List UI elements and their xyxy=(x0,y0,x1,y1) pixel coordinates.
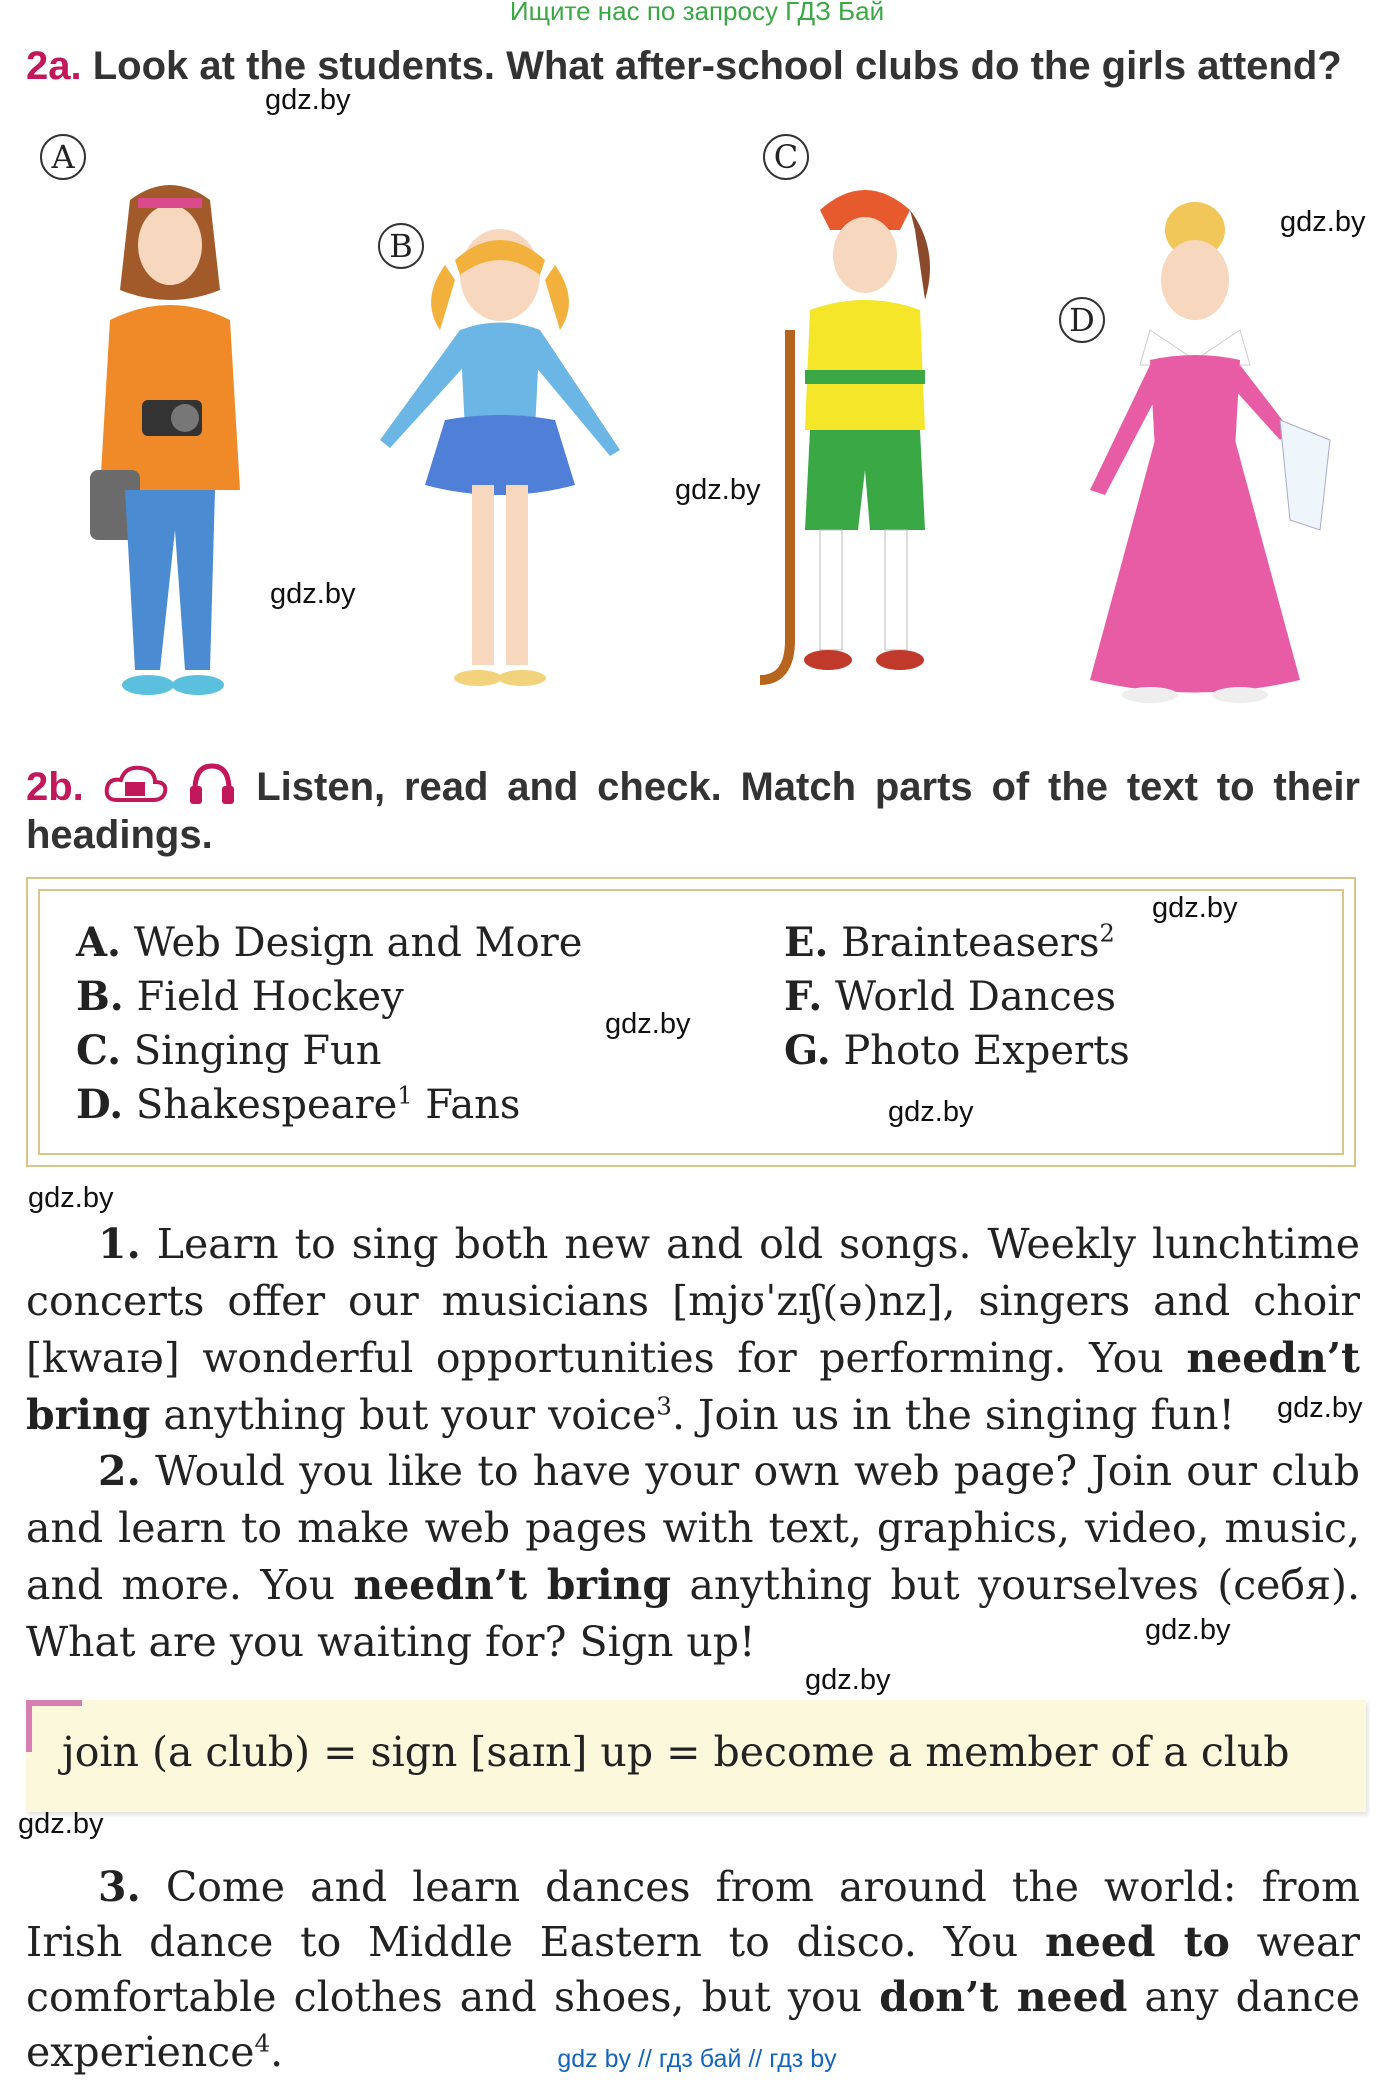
girl-b-dancer-image xyxy=(350,220,650,720)
label-d: D xyxy=(1059,297,1105,343)
watermark: gdz.by xyxy=(888,1096,974,1128)
watermark: gdz.by xyxy=(28,1182,114,1214)
illustration-girls xyxy=(0,110,1394,720)
headphones-icon xyxy=(187,760,237,806)
watermark: gdz.by xyxy=(1145,1614,1231,1646)
paragraph-1: 1. Learn to sing both new and old songs. Weekly lunchtime concerts offer our musicians [mjʊˈzɪʃ(ə)nz], singers and choir [kwaɪə] wonderful opportunities for performing. You needn’t bring anything but your voice$^3$. Join us in the singing fun! xyxy=(26,1220,1360,1439)
watermark: gdz.by xyxy=(675,474,761,506)
girl-a-photographer-image xyxy=(80,170,260,710)
watermark: gdz.by xyxy=(1280,206,1366,238)
paragraph-2: 2. Would you like to have your own web page? Join our club and learn to make web pages with text, graphics, video, music, and more. You needn’t bring anything but yourselves (себя). What are you waiting for? Sign up! xyxy=(26,1447,1361,1666)
task-2a-number: 2a. xyxy=(26,44,82,88)
cloud-audio-icon xyxy=(103,760,169,806)
label-a: A xyxy=(40,134,86,180)
task-2a-title xyxy=(26,44,1342,89)
task-2b-text: Listen, read and check. Match parts of the text to their headings. xyxy=(26,765,1360,857)
heading-f: F. World Dances xyxy=(784,973,1117,1020)
heading-b: B. Field Hockey xyxy=(76,973,404,1020)
watermark: gdz.by xyxy=(265,84,351,116)
top-banner: Ищите нас по запросу ГДЗ Бай xyxy=(509,0,885,26)
heading-a: A. Web Design and More xyxy=(76,919,583,966)
watermark: gdz.by xyxy=(270,578,356,610)
girl-c-hockey-image xyxy=(750,170,980,710)
heading-g: G. Photo Experts xyxy=(784,1027,1130,1074)
heading-d: D. Shakespeare$^1$ Fans xyxy=(76,1081,521,1128)
note-text: join (a club) = sign [saɪn] up = become a member of a club xyxy=(62,1728,1290,1776)
watermark: gdz.by xyxy=(605,1008,691,1040)
watermark: gdz.by xyxy=(1277,1392,1363,1424)
paragraph-3: 3. Come and learn dances from around the world: from Irish dance to Middle Eastern to disco. You need to wear comfortable clothes and shoes, but you don’t need any dance experience$^4$. xyxy=(26,1863,1361,2076)
label-b: B xyxy=(378,223,424,269)
task-2a-text: Look at the students. What after-school clubs do the girls attend? xyxy=(92,44,1342,88)
watermark: gdz.by xyxy=(18,1808,104,1840)
girl-d-costume-image xyxy=(1050,190,1340,710)
task-2b-title xyxy=(26,760,1360,859)
heading-e: E. Brainteasers$^2$ xyxy=(784,919,1115,966)
vocabulary-note xyxy=(26,1700,1366,1812)
label-c: C xyxy=(763,134,809,180)
watermark: gdz.by xyxy=(1152,892,1238,924)
heading-c: C. Singing Fun xyxy=(76,1027,382,1074)
task-2b-number: 2b. xyxy=(26,765,84,809)
watermark: gdz.by xyxy=(805,1664,891,1696)
footer-watermark: gdz by // гдз бай // гдз by xyxy=(557,2045,837,2073)
